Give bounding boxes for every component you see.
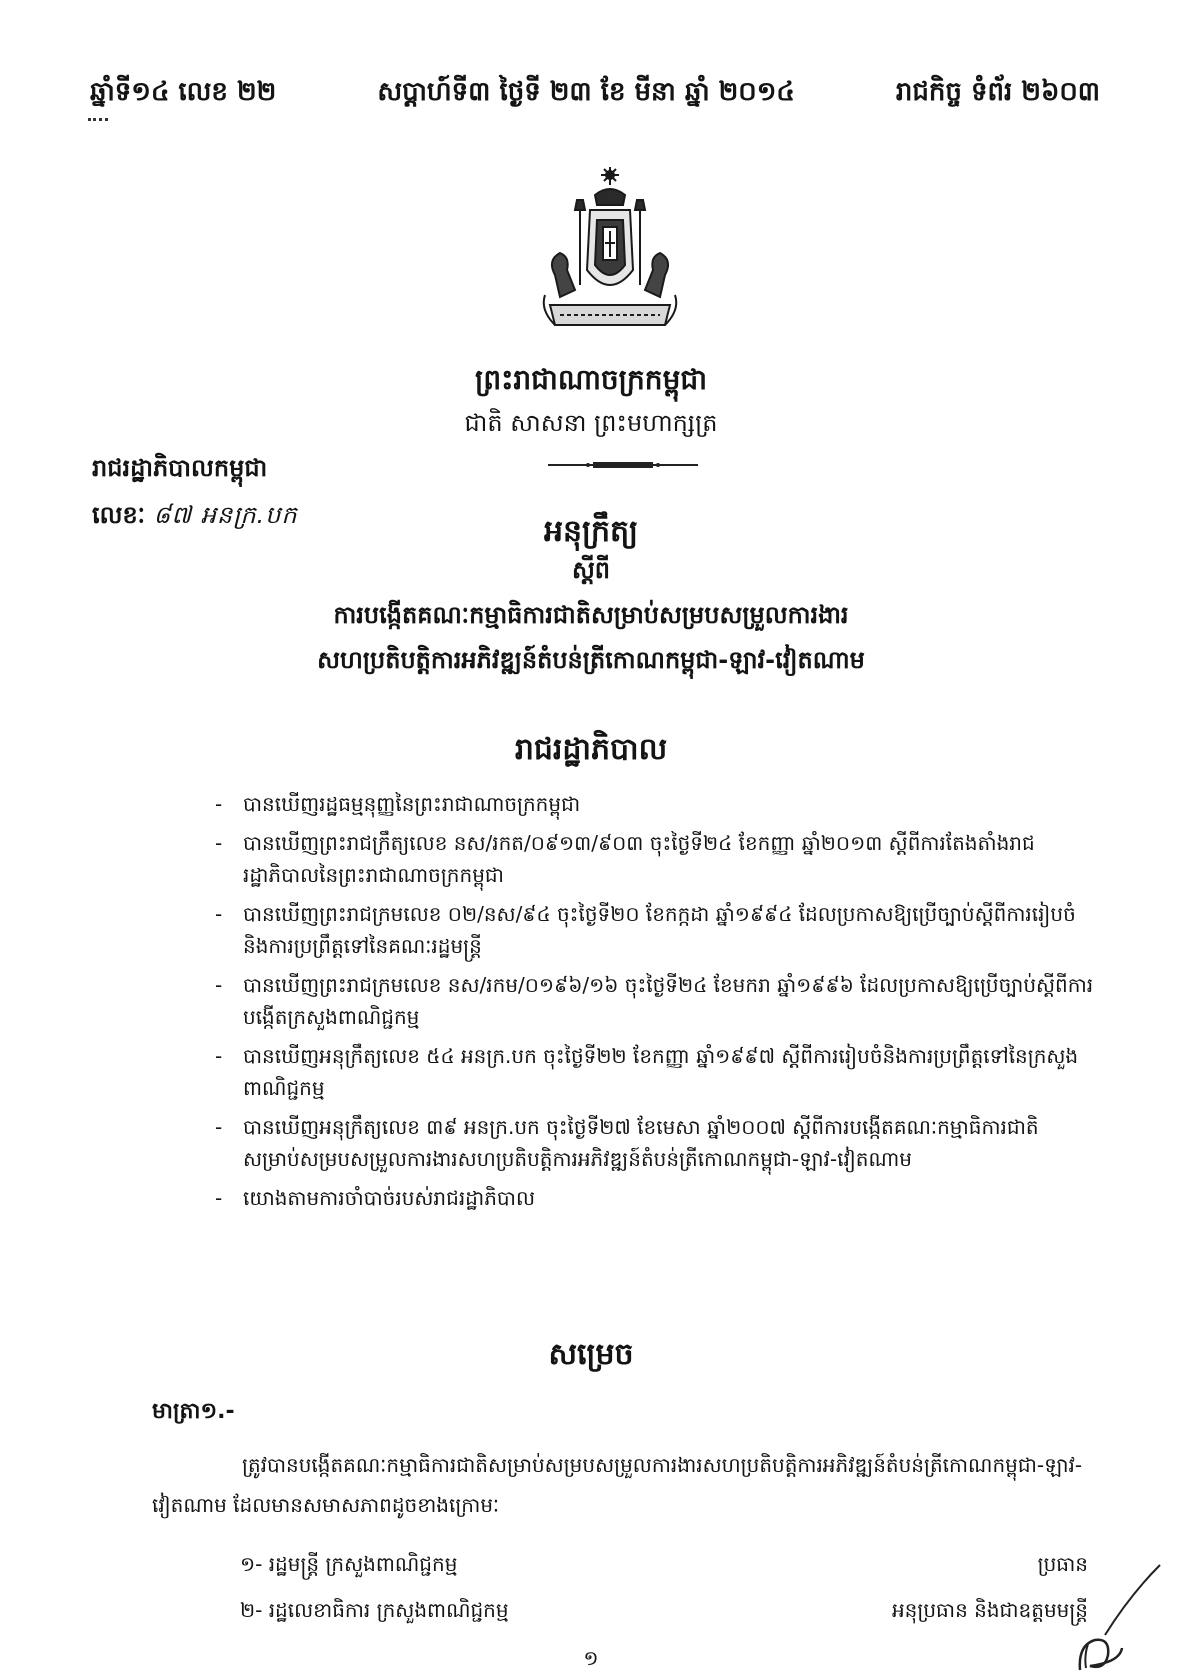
decree-title-line-1: ការបង្កើតគណៈកម្មាធិការជាតិសម្រាប់សម្របសម្រួលការងារ [333,601,849,629]
royal-coat-of-arms-emblem [535,165,685,340]
article-1-body: ត្រូវបានបង្កើតគណៈកម្មាធិការជាតិសម្រាប់សម្របសម្រួលការងារសហប្រតិបត្តិការអភិវឌ្ឍន៍តំបន់ត្រីកោណកម្ពុជា-ឡាវ-វៀតណាម ដែលមានសមាសភាពដូចខាងក្រោមៈ [152,1453,1083,1517]
gazette-header [90,72,1100,116]
gazette-issue: ឆ្នាំទី១៤ លេខ ២២ [90,77,277,107]
national-motto: ជាតិ សាសនា ព្រះមហាក្សត្រ [464,409,718,437]
recital-item [215,969,1095,1033]
recital-item [215,898,1095,962]
recitals-list [215,788,1095,1221]
bullet-dash: - [215,902,223,926]
page-number: ១ [583,1646,599,1670]
decree-title-line-2: សហប្រតិបត្តិការអភិវឌ្ឍន៍តំបន់ត្រីកោណកម្ពុជា-ឡាវ-វៀតណាម [317,646,865,674]
member-row [240,1597,1088,1627]
recital-item [215,1182,1095,1214]
member-role: អនុប្រធាន និងជាឧត្តមមន្ត្រី [891,1598,1088,1622]
gazette-date: សប្តាហ៍ទី៣ ថ្ងៃទី ២៣ ខែ មីនា ឆ្នាំ ២០១៤ [377,77,795,107]
recital-text: បានឃើញអនុក្រឹត្យលេខ ៣៩ អនក្រ.បក ចុះថ្ងៃទី២៧ ខែមេសា ឆ្នាំ២០០៧ ស្តីពីការបង្កើតគណៈកម្មាធិការជាតិ សម្រាប់សម្របសម្រួលការងារសហប្រតិបត្តិការអភិវឌ្ឍន៍តំបន់ត្រីកោណកម្ពុជា-ឡាវ-វៀតណាម [243,1115,1039,1171]
recital-text: បានឃើញព្រះរាជក្រឹត្យលេខ នស/រកត/០៩១៣/៩០៣ ចុះថ្ងៃទី២៤ ខែកញ្ញា ឆ្នាំ២០១៣ ស្តីពីការតែងតាំងរាជរដ្ឋាភិបាលនៃព្រះរាជាណាចក្រកម្ពុជា [243,831,1035,887]
recital-item [215,1040,1095,1104]
ornament-divider [548,459,698,471]
document-number-value: ៨៧ អនក្រ.បក [153,501,298,529]
issuing-body-label: រាជរដ្ឋាភិបាលកម្ពុជា [92,454,268,482]
bullet-dash: - [215,831,223,855]
recital-item [215,788,1095,820]
member-name: ១- រដ្ឋមន្ត្រី ក្រសួងពាណិជ្ជកម្ម [240,1552,458,1576]
article-1-label: មាត្រា១.- [152,1399,235,1424]
recital-item [215,1111,1095,1175]
recital-text: បានឃើញព្រះរាជក្រមលេខ ០២/នស/៩៤ ចុះថ្ងៃទី២០ ខែកក្កដា ឆ្នាំ១៩៩៤ ដែលប្រកាសឱ្យប្រើច្បាប់ស្តីពីការរៀបចំនិងការប្រព្រឹត្តទៅនៃគណៈរដ្ឋមន្ត្រី [243,902,1076,958]
member-row [240,1551,1088,1581]
handwritten-initial-signature [1060,1560,1170,1675]
member-role: ប្រធាន [1037,1552,1088,1576]
issuer-heading: រាជរដ្ឋាភិបាល [514,732,668,767]
document-number-label: លេខៈ [92,501,146,529]
recital-item [215,827,1095,891]
decree-type-heading: អនុក្រឹត្យ [543,514,639,549]
recital-text: បានឃើញព្រះរាជក្រមលេខ នស/រកម/០១៩៦/១៦ ចុះថ្ងៃទី២៤ ខែមករា ឆ្នាំ១៩៩៦ ដែលប្រកាសឱ្យប្រើច្បាប់ស្តីពីការបង្កើតក្រសួងពាណិជ្ជកម្ម [243,973,1094,1029]
bullet-dash: - [215,792,223,816]
recital-text: បានឃើញរដ្ឋធម្មនុញ្ញនៃព្រះរាជាណាចក្រកម្ពុជា [243,792,581,816]
bullet-dash: - [215,973,223,997]
gazette-page: រាជកិច្ច ទំព័រ ២៦០៣ [895,77,1100,107]
bullet-dash: - [215,1044,223,1068]
member-name: ២- រដ្ឋលេខាធិការ ក្រសួងពាណិជ្ជកម្ម [240,1598,509,1622]
recital-text: យោងតាមការចាំបាច់របស់រាជរដ្ឋាភិបាល [243,1186,535,1210]
recital-text: បានឃើញអនុក្រឹត្យលេខ ៥៤ អនក្រ.បក ចុះថ្ងៃទី២២ ខែកញ្ញា ឆ្នាំ១៩៩៧ ស្តីពីការរៀបចំនិងការប្រព្រឹត្តទៅនៃក្រសួងពាណិជ្ជកម្ម [243,1044,1079,1100]
bullet-dash: - [215,1186,223,1210]
header-dots-decoration [88,118,108,121]
decision-heading: សម្រេច [548,1337,634,1372]
kingdom-title: ព្រះរាជាណាចក្រកម្ពុជា [474,363,707,396]
regarding-label: ស្តីពី [571,556,611,584]
bullet-dash: - [215,1115,223,1139]
